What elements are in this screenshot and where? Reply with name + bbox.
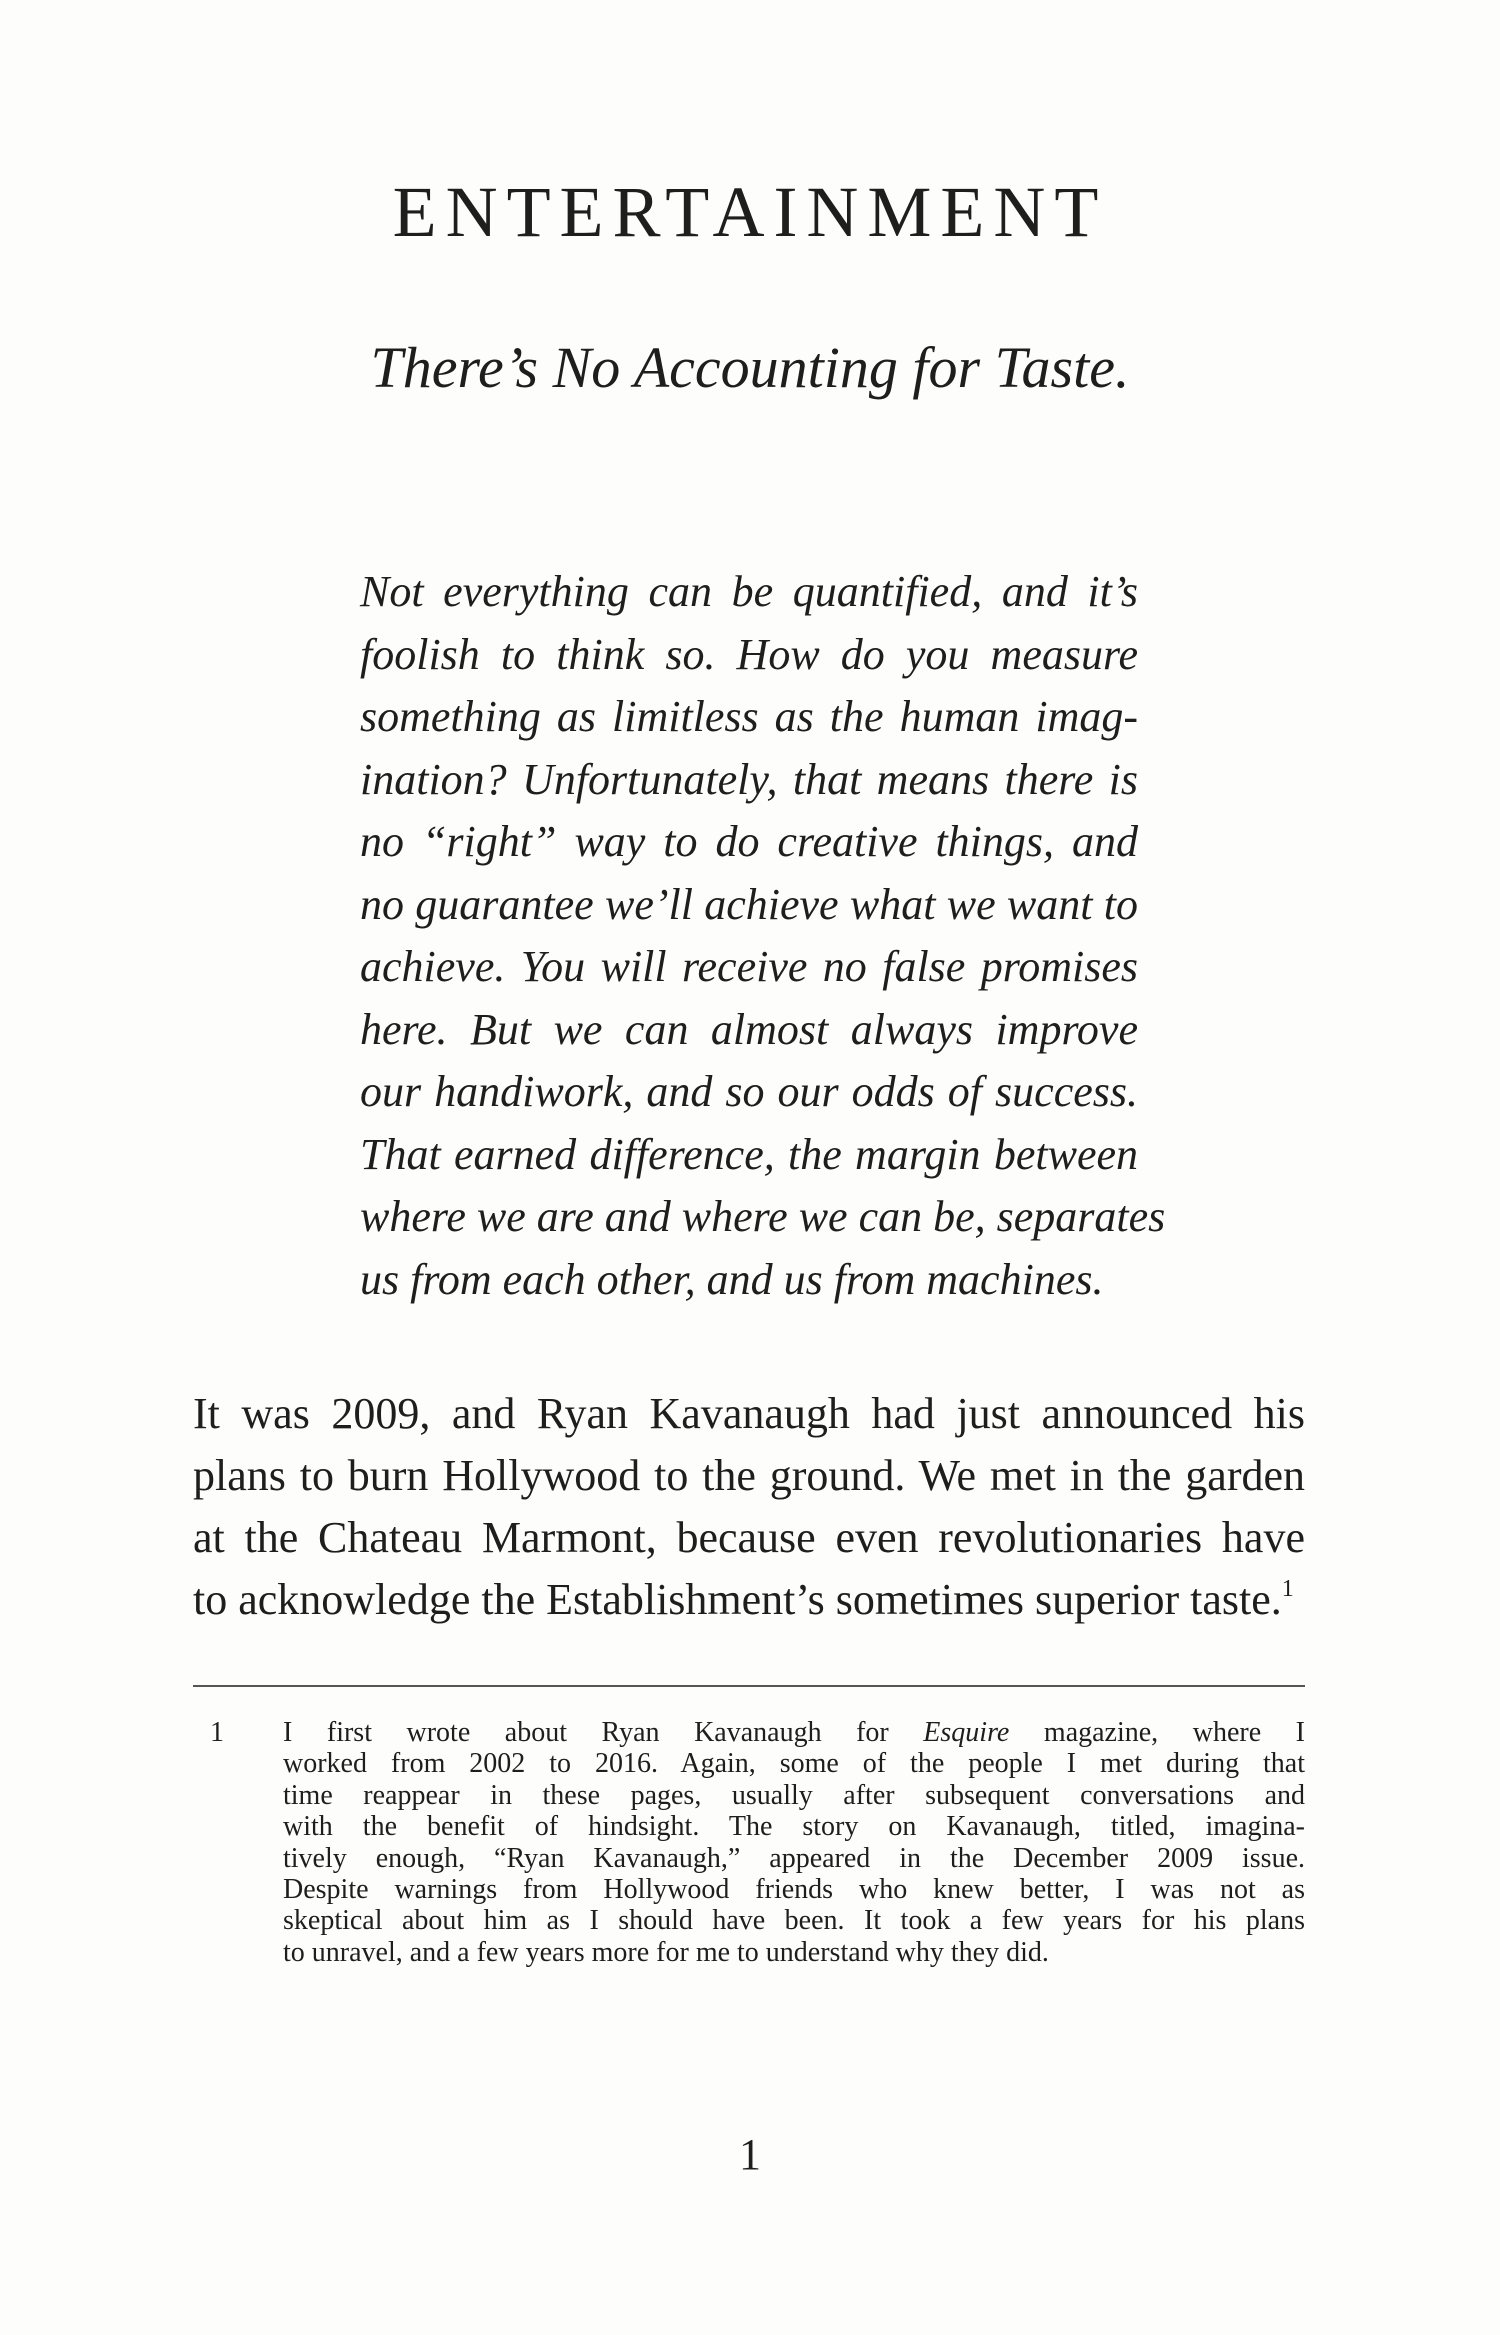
- page-number: 1: [739, 2130, 761, 2179]
- epigraph-line: [360, 686, 1138, 749]
- footnote-line: [283, 1717, 1305, 1748]
- body-line: [193, 1383, 1305, 1445]
- chapter-title: ENTERTAINMENT: [392, 172, 1108, 252]
- footnote-line-text: worked from 2002 to 2016. Again, some of the people I met during that: [283, 1748, 1305, 1780]
- epigraph-line-text: here. But we can almost always improve: [360, 1004, 1138, 1054]
- epigraph-line-text: no guarantee we’ll achieve what we want to: [360, 879, 1138, 929]
- epigraph-line-text: achieve. You will receive no false promises: [360, 942, 1138, 991]
- epigraph-line: [360, 874, 1138, 937]
- epigraph-line-text: That earned difference, the margin between: [360, 1129, 1138, 1179]
- epigraph-line-text: us from each other, and us from machines.: [360, 1254, 1104, 1304]
- body-line: [193, 1569, 1305, 1631]
- epigraph-line-text: ination? Unfortunately, that means there is: [360, 754, 1138, 804]
- footnote-line-text: tively enough, “Ryan Kavanaugh,” appeared in the December 2009 issue.: [283, 1842, 1305, 1874]
- epigraph: [360, 561, 1166, 1311]
- footnote-number: 1: [210, 1717, 224, 1748]
- epigraph-line: [360, 811, 1138, 874]
- footnote-line-text: skeptical about him as I should have been. It took a few years for his plans: [283, 1905, 1305, 1937]
- body-line-text: to acknowledge the Establishment’s sometimes superior taste.: [193, 1575, 1282, 1624]
- footnote-line: [283, 1905, 1305, 1936]
- footnote-line: [283, 1843, 1305, 1874]
- magazine-title: Esquire: [923, 1717, 1010, 1748]
- epigraph-line: [360, 1186, 1166, 1249]
- footnote-line-text: time reappear in these pages, usually after subsequent conversations and: [283, 1779, 1305, 1811]
- epigraph-line-text: our handiwork, and so our odds of success.: [360, 1067, 1138, 1116]
- body-line-text: at the Chateau Marmont, because even revolutionaries have: [193, 1513, 1305, 1562]
- epigraph-line: [360, 936, 1138, 999]
- chapter-subtitle: There’s No Accounting for Taste.: [370, 335, 1130, 400]
- footnote-text: magazine, where I: [1009, 1717, 1305, 1748]
- footnote-line-text: to unravel, and a few years more for me to understand why they did.: [283, 1936, 1049, 1968]
- epigraph-line-text: where we are and where we can be, separates: [360, 1192, 1166, 1241]
- epigraph-line: [360, 1124, 1138, 1187]
- footnote-line: [283, 1874, 1305, 1905]
- body-line: [193, 1507, 1305, 1569]
- footnote-line-text: Despite warnings from Hollywood friends who knew better, I was not as: [283, 1874, 1305, 1906]
- footnote: [283, 1717, 1305, 1968]
- body-line: [193, 1445, 1305, 1507]
- footnote-line-text: with the benefit of hindsight. The story on Kavanaugh, titled, imagina-: [283, 1811, 1305, 1843]
- footnote-line: [283, 1937, 1305, 1968]
- footnote-text: I first wrote about Ryan Kavanaugh for: [283, 1717, 924, 1748]
- epigraph-line: [360, 561, 1138, 624]
- body-line-text: plans to burn Hollywood to the ground. We met in the garden: [193, 1451, 1305, 1500]
- epigraph-line: [360, 1061, 1138, 1124]
- body-line-text: It was 2009, and Ryan Kavanaugh had just announced his: [193, 1389, 1305, 1438]
- epigraph-line: [360, 1249, 1138, 1312]
- footnote-reference[interactable]: 1: [1281, 1576, 1294, 1602]
- epigraph-line: [360, 999, 1138, 1062]
- footnote-line: [283, 1748, 1305, 1779]
- body-paragraph: [193, 1383, 1305, 1631]
- footnote-line: [283, 1811, 1305, 1842]
- footnote-divider: [193, 1685, 1305, 1687]
- epigraph-line: [360, 749, 1138, 812]
- epigraph-line-text: foolish to think so. How do you measure: [360, 629, 1138, 679]
- footnote-line: [283, 1780, 1305, 1811]
- epigraph-line-text: Not everything can be quantified, and it’s: [360, 567, 1138, 616]
- epigraph-line: [360, 624, 1138, 687]
- epigraph-line-text: no “right” way to do creative things, and: [360, 817, 1138, 866]
- epigraph-line-text: something as limitless as the human imag-: [360, 692, 1138, 741]
